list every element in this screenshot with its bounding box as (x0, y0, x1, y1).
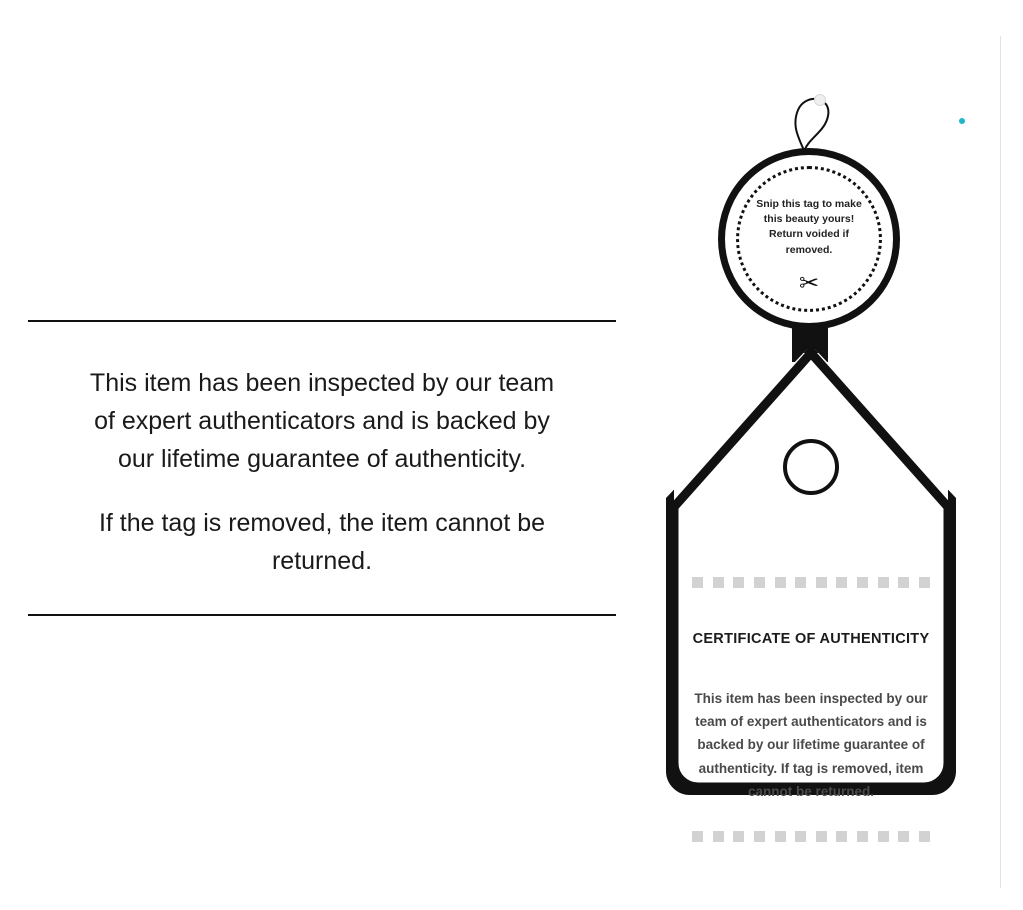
dash-mark (919, 577, 930, 588)
tag-disc (718, 148, 900, 330)
dash-mark (754, 577, 765, 588)
notice-paragraph: If the tag is removed, the item cannot be returned. (98, 509, 546, 575)
tag-eyelet (783, 439, 839, 495)
dash-mark (898, 577, 909, 588)
dash-mark (898, 831, 909, 842)
accent-dot (959, 118, 965, 124)
hang-tag (640, 80, 1000, 810)
notice-text (28, 322, 616, 614)
dash-row-bottom (692, 831, 930, 842)
certificate-title: CERTIFICATE OF AUTHENTICITY (692, 631, 930, 647)
divider-bottom (28, 614, 616, 616)
dash-mark (816, 831, 827, 842)
disc-instruction-text: Snip this tag to make this beauty yours! Return voided if removed. (756, 198, 862, 256)
dash-mark (775, 831, 786, 842)
dash-mark (733, 577, 744, 588)
tag-body (666, 345, 956, 799)
notice-paragraph: This item has been inspected by our team of expert authenticators and is backed by our lifetime guarantee of authenticity. (89, 369, 555, 473)
dash-mark (692, 577, 703, 588)
dash-mark (795, 577, 806, 588)
dash-mark (816, 577, 827, 588)
dash-mark (878, 577, 889, 588)
dash-mark (836, 577, 847, 588)
dash-mark (857, 577, 868, 588)
dash-row-top (692, 577, 930, 588)
page-edge-line (1000, 36, 1001, 888)
dash-mark (836, 831, 847, 842)
dash-mark (795, 831, 806, 842)
dash-mark (775, 577, 786, 588)
dash-mark (857, 831, 868, 842)
dash-mark (713, 831, 724, 842)
certificate-body: This item has been inspected by our team of expert authenticators and is backed by our lifetime guarantee of authenticity. If tag is removed, item cannot be returned. (694, 691, 928, 799)
dash-mark (754, 831, 765, 842)
scissors-icon: ✂ (798, 269, 820, 297)
tag-disc-inner (736, 166, 882, 312)
dash-mark (733, 831, 744, 842)
notice-panel (28, 320, 616, 616)
dash-mark (713, 577, 724, 588)
dash-mark (919, 831, 930, 842)
dash-mark (692, 831, 703, 842)
disc-hole (814, 94, 826, 106)
dash-mark (878, 831, 889, 842)
